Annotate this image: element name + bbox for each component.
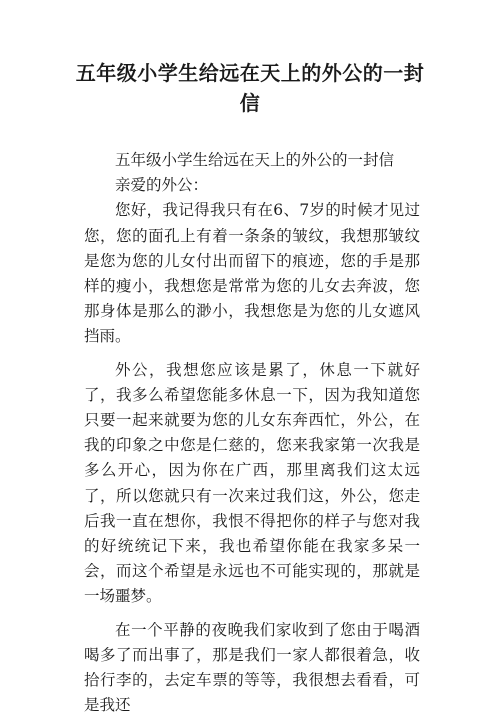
letter-body — [84, 148, 420, 718]
paragraph: 在一个平静的夜晚我们家收到了您由于喝酒喝多了而出事了，那是我们一家人都很着急，收拾行李的，去定车票的等等，我很想去看看，可是我还 — [84, 620, 420, 715]
letter-subtitle: 五年级小学生给远在天上的外公的一封信 — [115, 151, 395, 169]
letter-salutation: 亲爱的外公： — [115, 176, 209, 195]
document-title: 五年级小学生给远在天上的外公的一封信 — [75, 61, 425, 115]
paragraph: 外公，我想您应该是累了，休息一下就好了，我多么希望您能多休息一下，因为我知道您只要一起来就要为您的儿女东奔西忙，外公，在我的印象之中您是仁慈的，您来我家第一次我是多么开心，因为你在广西，那里离我们这太远了，所以您就只有一次来过我们这，外公，您走后我一直在想你，我恨不得把你的样子与您对我的好统统记下来，我也希望你能在我家多呆一会，而这个希望是永远也不可能实现的，那就是一场噩梦。 — [84, 360, 420, 606]
paragraph: 您好，我记得我只有在6、7岁的时候才见过您，您的面孔上有着一条条的皱纹，我想那皱纹是您为您的儿女付出而留下的痕迹，您的手是那样的瘦小，我想您是常常为您的儿女去奔波，您那身体是那么的渺小，我想您是为您的儿女遮风挡雨。 — [84, 201, 420, 346]
